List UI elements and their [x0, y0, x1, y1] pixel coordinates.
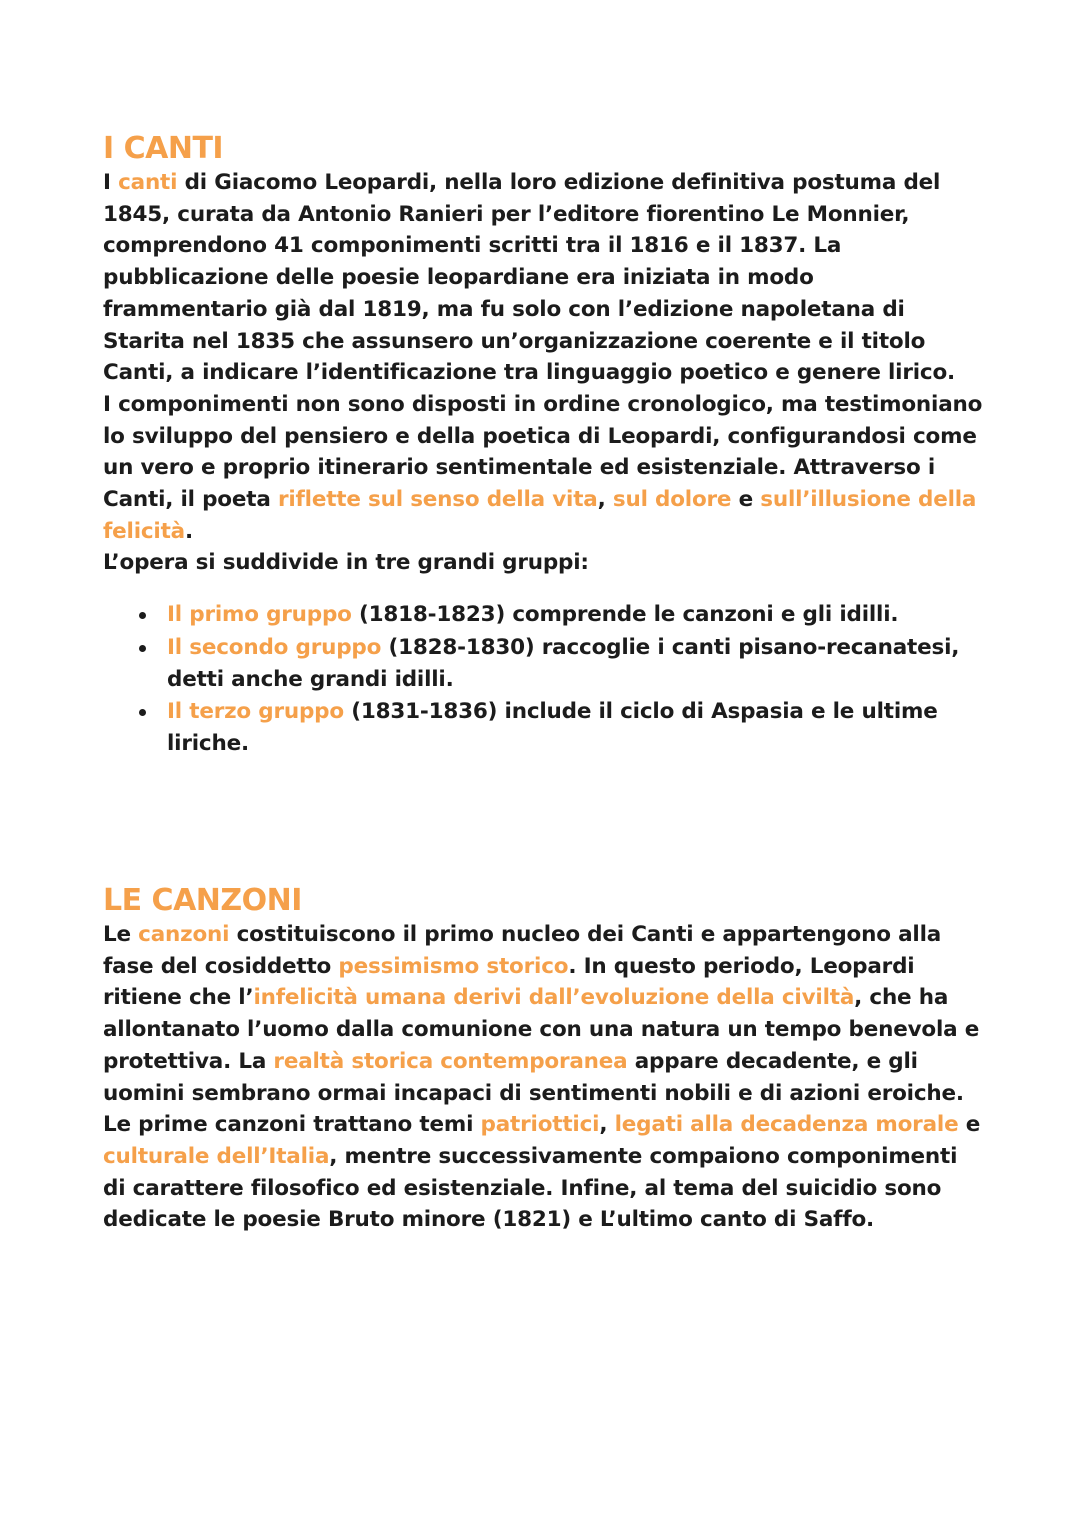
section-title-canzoni: LE CANZONI [103, 883, 302, 918]
section-title-canti: I CANTI [103, 131, 224, 166]
text-run: , che ha allontanato l’uomo dalla comunione con una natura un tempo benevola e protettiva. La [103, 985, 980, 1074]
text-run: , mentre successivamente compaiono componimenti di carattere filosofico ed esistenziale. Infine, al tema del suicidio sono dedicate le poesie Bruto minore (1821) e L’ultimo canto di Saffo. [103, 1143, 958, 1233]
highlight-dolore: sul dolore [612, 487, 732, 513]
list-item [167, 696, 983, 759]
text-run: e [731, 487, 761, 513]
highlight-culturale: culturale dell’Italia [103, 1143, 330, 1169]
text-run: . In questo periodo, Leopardi ritiene che l’ [103, 953, 915, 1011]
highlight-pessimismo: pessimismo storico [338, 953, 569, 979]
canzoni-paragraph-1 [103, 919, 983, 1236]
list-item [167, 632, 983, 695]
group-label: Il secondo gruppo [167, 634, 382, 660]
group-text: (1818-1823) comprende le canzoni e gli idilli. [351, 602, 899, 628]
highlight-canzoni: canzoni [138, 922, 230, 947]
highlight-realta-storica: realtà storica contemporanea [273, 1048, 628, 1074]
group-label: Il primo gruppo [167, 602, 352, 628]
highlight-patriottici: patriottici [480, 1112, 600, 1138]
bullet-icon [139, 709, 146, 716]
section-canti [103, 131, 983, 761]
highlight-infelicita: infelicità umana derivi dall’evoluzione della civiltà [253, 985, 855, 1011]
canti-paragraph-1 [103, 167, 983, 389]
highlight-canti: canti [118, 170, 178, 195]
text-run: I componimenti non sono disposti in ordine cronologico, ma testimoniano lo sviluppo del pensiero e della poetica di Leopardi, configurandosi come un vero e proprio itinerario sentimentale ed esistenziale. Attraverso i Canti, il poeta [103, 391, 983, 513]
section-canzoni [103, 883, 983, 1236]
group-label: Il terzo gruppo [167, 699, 344, 725]
groups-list [103, 599, 983, 760]
text-run: Le [103, 922, 139, 947]
highlight-senso-vita: riflette sul senso della vita [277, 487, 598, 513]
group-text: (1828-1830) raccoglie i canti pisano-recanatesi, detti anche grandi idilli. [167, 634, 960, 692]
highlight-decadenza: legati alla decadenza morale [614, 1112, 959, 1138]
bullet-icon [139, 612, 146, 619]
text-run: , [597, 487, 613, 513]
highlight-illusione: sull’illusione della felicità [103, 487, 977, 544]
text-run: , [599, 1112, 615, 1138]
text-run: . [184, 518, 193, 544]
text-run: e [958, 1112, 981, 1138]
bullet-icon [139, 645, 146, 652]
text-run: I [103, 170, 119, 195]
group-text: (1831-1836) include il ciclo di Aspasia e le ultime liriche. [167, 699, 938, 756]
list-item [167, 599, 983, 631]
canti-paragraph-2 [103, 389, 983, 548]
text-run: costituiscono il primo nucleo dei Canti e appartengono alla fase del cosiddetto [103, 922, 942, 979]
canti-paragraph-3: L’opera si suddivide in tre grandi gruppi: [103, 550, 589, 576]
text-run: di Giacomo Leopardi, nella loro edizione definitiva postuma del 1845, curata da Antonio Ranieri per l’editore fiorentino Le Monnier, comprendono 41 componimenti scritti tra il 1816 e il 1837. La pubblicazione delle poesie leopardiane era iniziata in modo frammentario già dal 1819, ma fu solo con l’edizione napoletana di Starita nel 1835 che assunsero un’organizzazione coerente e il titolo Canti, a indicare l’identificazione tra linguaggio poetico e genere lirico. [103, 170, 955, 386]
text-run: appare decadente, e gli uomini sembrano ormai incapaci di sentimenti nobili e di azioni eroiche. Le prime canzoni trattano temi [103, 1048, 964, 1138]
